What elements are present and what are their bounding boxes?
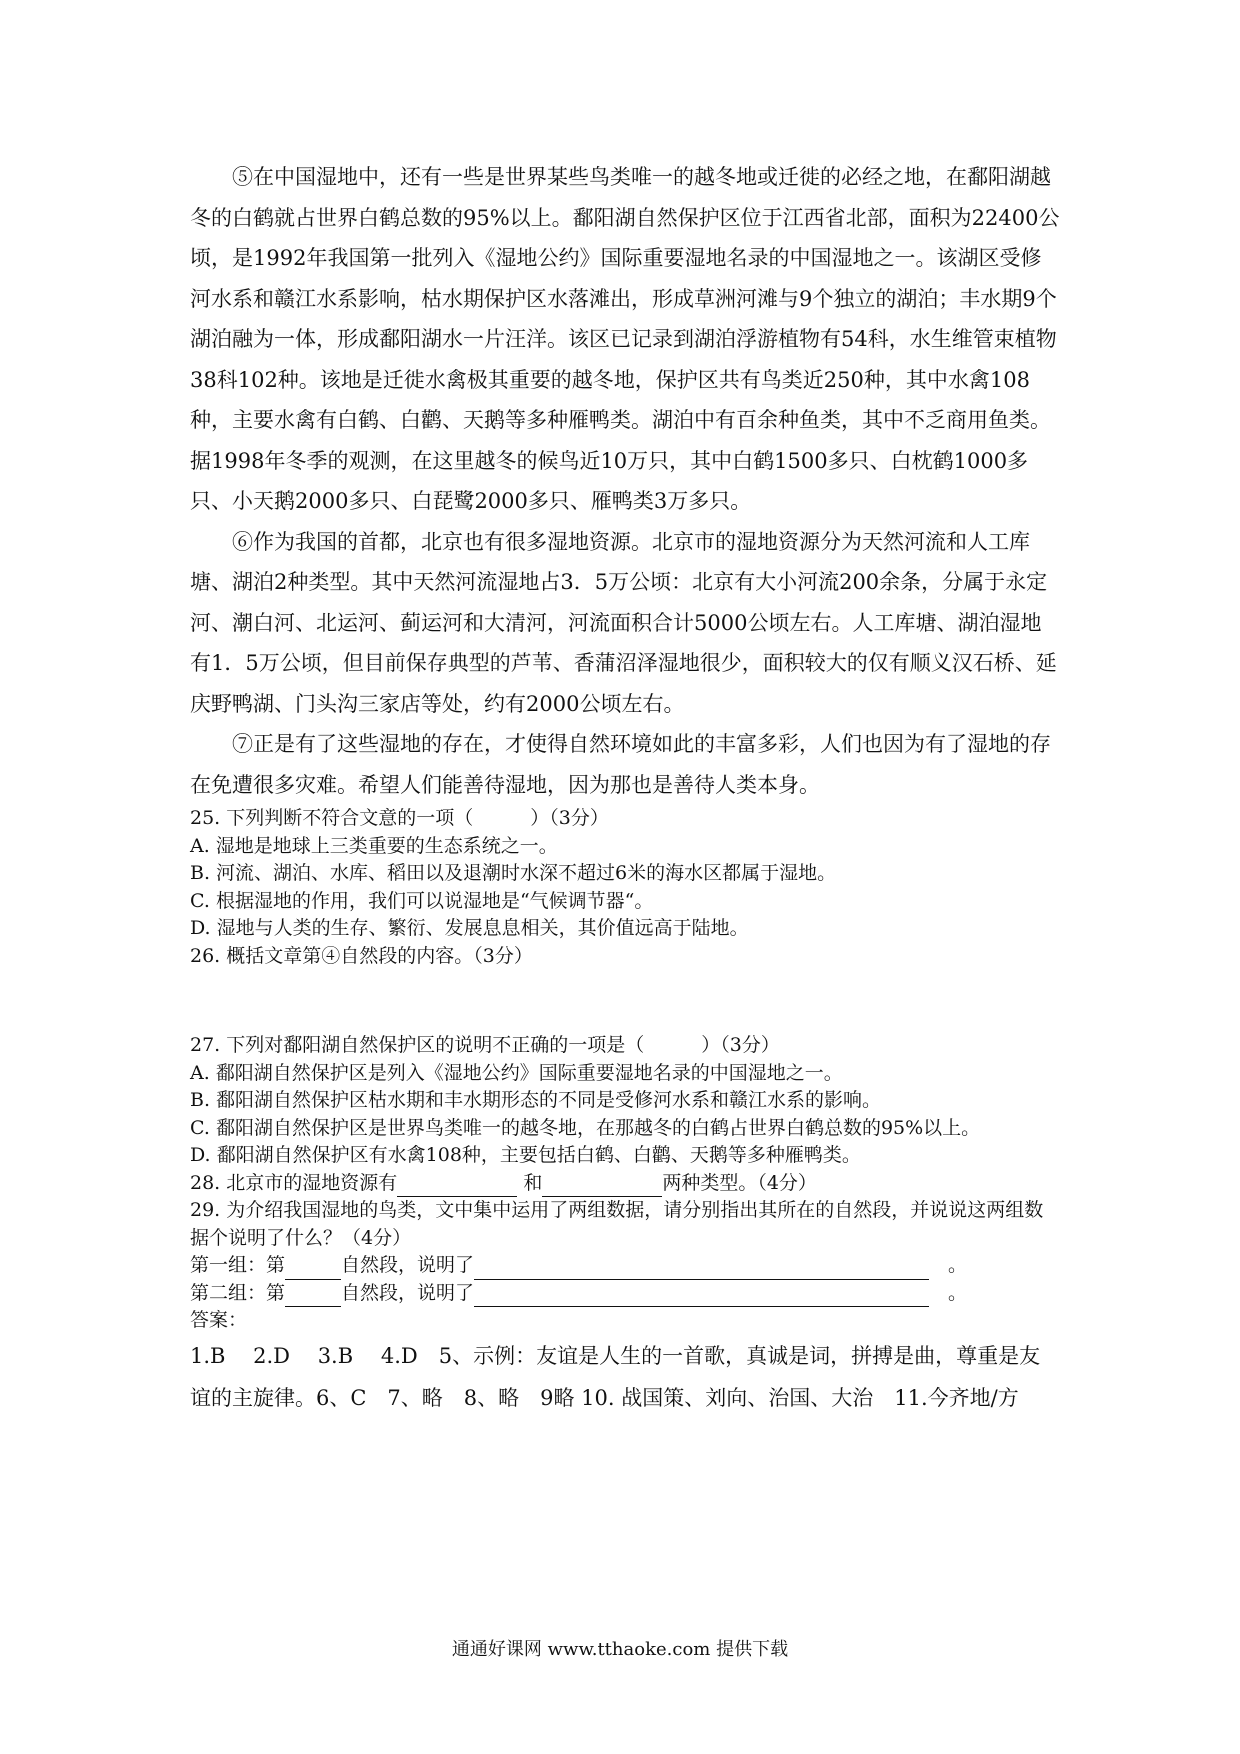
question-28-suffix: 两种类型。（4分） [662, 1171, 817, 1194]
group-1-paragraph-blank[interactable] [285, 1257, 341, 1280]
body-text [190, 157, 1060, 1419]
question-27-option-a: A. 鄱阳湖自然保护区是列入《湿地公约》国际重要湿地名录的中国湿地之一。 [190, 1061, 843, 1084]
footer: 通通好课网 www.tthaoke.com 提供下载 [451, 1639, 789, 1660]
group-2-middle: 自然段，说明了 [341, 1281, 475, 1304]
question-27: 27. 下列对鄱阳湖自然保护区的说明不正确的一项是（ ）（3分） [190, 1034, 780, 1056]
question-25-option-c: C. 根据湿地的作用，我们可以说湿地是“气候调节器“。 [190, 889, 654, 912]
question-27-option-b: B. 鄱阳湖自然保护区枯水期和丰水期形态的不同是受修河水系和赣江水系的影响。 [190, 1089, 882, 1111]
answer-space [190, 970, 1060, 1032]
paragraph-6: ⑥作为我国的首都，北京也有很多湿地资源。北京市的湿地资源分为天然河流和人工库塘、湖泊2种类型。其中天然河流湿地占3．5万公顷：北京有大小河流200余条，分属于永定河、潮白河、北运河、蓟运河和大清河，河流面积合计5000公顷左右。人工库塘、湖泊湿地有1．5万公顷，但目前保存典型的芦苇、香蒲沼泽湿地很少，面积较大的仅有顺义汉石桥、延庆野鸭湖、门头沟三家店等处，约有2000公顷左右。 [190, 529, 1057, 716]
fill-blank-1[interactable] [397, 1174, 517, 1197]
group-1-explanation-blank[interactable] [474, 1257, 929, 1280]
group-2-explanation-blank[interactable] [474, 1284, 929, 1307]
question-25-option-d: D. 湿地与人类的生存、繁衍、发展息息相关，其价值远高于陆地。 [190, 917, 749, 939]
question-28-prefix: 28. 北京市的湿地资源有 [190, 1171, 398, 1194]
group-2-prefix: 第二组：第 [190, 1281, 286, 1304]
question-25-option-a: A. 湿地是地球上三类重要的生态系统之一。 [190, 834, 558, 857]
question-28 [190, 1170, 1060, 1198]
question-26: 26. 概括文章第④自然段的内容。（3分） [190, 944, 533, 967]
question-28-middle: 和 [523, 1171, 543, 1194]
group-1-middle: 自然段，说明了 [341, 1254, 475, 1276]
question-27-option-d: D. 鄱阳湖自然保护区有水禽108种，主要包括白鹤、白鹳、天鹅等多种雁鸭类。 [190, 1144, 861, 1166]
paragraph-5: ⑤在中国湿地中，还有一些是世界某些鸟类唯一的越冬地或迁徙的必经之地，在鄱阳湖越冬的白鹤就占世界白鹤总数的95%以上。鄱阳湖自然保护区位于江西省北部，面积为22400公顷，是1992年我国第一批列入《湿地公约》国际重要湿地名录的中国湿地之一。该湖区受修河水系和赣江水系影响，枯水期保护区水落滩出，形成草洲河滩与9个独立的湖泊；丰水期9个湖泊融为一体，形成鄱阳湖水一片汪洋。该区已记录到湖泊浮游植物有54科，水生维管束植物38科102种。该地是迁徙水禽极其重要的越冬地，保护区共有鸟类近250种，其中水禽108种，主要水禽有白鹤、白鹳、天鹅等多种雁鸭类。湖泊中有百余种鱼类，其中不乏商用鱼类。据1998年冬季的观测，在这里越冬的候鸟近10万只，其中白鹤1500多只、白枕鹤1000多只、小天鹅2000多只、白琵鹭2000多只、雁鸭类3万多只。 [190, 165, 1060, 513]
question-25: 25. 下列判断不符合文意的一项（ ）（3分） [190, 807, 609, 829]
fill-blank-2[interactable] [542, 1174, 662, 1197]
question-29: 29. 为介绍我国湿地的鸟类，文中集中运用了两组数据，请分别指出其所在的自然段，并说说这两组数据个说明了什么？（4分） [190, 1199, 1044, 1249]
answers-text: 1.B 2.D 3.B 4.D 5、示例：友谊是人生的一首歌，真诚是词，拼搏是曲，尊重是友谊的主旋律。6、C 7、略 8、略 9略 10. 战国策、刘向、治国、大治 11.今齐地/方 [190, 1343, 1041, 1410]
group-2-paragraph-blank[interactable] [285, 1284, 341, 1307]
question-25-option-b: B. 河流、湖泊、水库、稻田以及退潮时水深不超过6米的海水区都属于湿地。 [190, 862, 837, 884]
group-1-suffix: 。 [948, 1254, 968, 1276]
paragraph-7: ⑦正是有了这些湿地的存在，才使得自然环境如此的丰富多彩，人们也因为有了湿地的存在免遭很多灾难。希望人们能善待湿地，因为那也是善待人类本身。 [190, 732, 1051, 797]
group-2-line [190, 1280, 1060, 1308]
group-1-prefix: 第一组：第 [190, 1254, 286, 1276]
group-2-suffix: 。 [948, 1281, 968, 1304]
answers-label: 答案： [190, 1309, 248, 1331]
group-1-line [190, 1252, 1060, 1280]
question-27-option-c: C. 鄱阳湖自然保护区是世界鸟类唯一的越冬地，在那越冬的白鹤占世界白鹤总数的95%以上。 [190, 1116, 981, 1139]
